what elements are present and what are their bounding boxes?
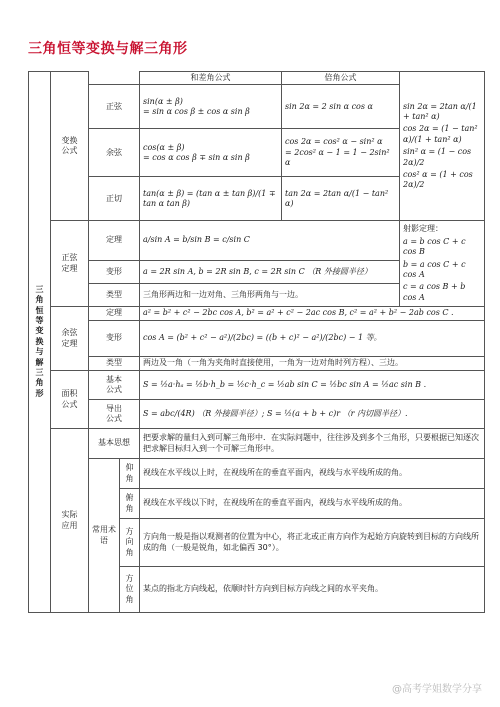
sine-double-line1: sin 2α = 2 sin α cos α: [285, 101, 373, 111]
basic-idea-text: 把要求解的量归入到可解三角形中．在实际问题中，往往涉及到多个三角形，只要根据已知逐次把求解目标归入到一个可解三角形中。: [140, 429, 485, 459]
row-sine: 正弦: [89, 85, 140, 129]
area-derived-label-2: 公式: [106, 414, 122, 424]
term-elevation-char2: 角: [125, 473, 134, 483]
side-label-char: 三: [35, 368, 44, 378]
cosine-sum-line2: = cos α cos β ∓ sin α sin β: [143, 152, 250, 162]
tangent-sum-formula: [140, 177, 282, 221]
term-bearing-name: [120, 567, 140, 613]
side-label-char: 角: [35, 378, 44, 388]
sine-law-category: [51, 221, 89, 307]
transform-category: [51, 72, 89, 221]
side-label-char: 形: [35, 388, 44, 398]
area-derived-label: [89, 400, 140, 429]
sine-law-variant: a = 2R sin A, b = 2R sin B, c = 2R sin C （R 外接圆半径）: [140, 260, 400, 283]
term-elevation-char1: 仰: [125, 463, 134, 473]
side-label-char: 解: [35, 357, 44, 367]
cosine-law-variant: cos A = (b² + c² − a²)/(2bc) = ((b + c)² − a²)/(2bc) − 1 等。: [140, 321, 485, 357]
header-sum-angle: 和差角公式: [140, 72, 282, 85]
terms-label: 常用术语: [89, 459, 120, 613]
term-direction-char2: 向: [125, 537, 134, 547]
term-elevation-text: 视线在水平线以上时，在视线所在的垂直平面内，视线与水平线所成的角。: [140, 459, 485, 489]
transform-category-line1: 变换: [61, 135, 78, 145]
cosine-law-cat-line2: 定理: [61, 338, 78, 348]
row-tangent: 正切: [89, 177, 140, 221]
side-label-char: 角: [35, 295, 44, 305]
cosine-double-formula: [282, 129, 400, 177]
projection-c: c = a cos B + b cos A: [403, 282, 466, 302]
term-depression-text: 视线在水平线以下时，在视线所在的垂直平面内，视线与水平线所成的角。: [140, 489, 485, 519]
cosine-sum-line1: cos(α ± β): [143, 142, 185, 152]
side-label-char: 三: [35, 284, 44, 294]
sine-law-variant-label: 变形: [89, 260, 140, 283]
row-cosine: 余弦: [89, 129, 140, 177]
area-basic-label-2: 公式: [106, 385, 122, 395]
side-label-char: 等: [35, 316, 44, 326]
term-bearing-text: 某点的指北方向线起，依顺时针方向到目标方向线之间的水平夹角。: [140, 567, 485, 613]
sine-law-cat-line2: 定理: [61, 263, 78, 273]
basic-idea-label: 基本思想: [89, 429, 140, 459]
area-category: [51, 371, 89, 429]
sine-sum-line2: = sin α cos β ± cos α sin β: [143, 106, 250, 116]
side-label-char: 与: [35, 347, 44, 357]
sine-law-cat-line1: 正弦: [61, 253, 78, 263]
side-formula-3: sin² α = (1 − cos 2α)/2: [403, 147, 472, 167]
formula-table: [28, 71, 485, 613]
side-formula-4: cos² α = (1 + cos 2α)/2: [403, 169, 473, 190]
transform-category-line2: 公式: [61, 146, 78, 156]
sine-sum-formula: [140, 85, 282, 129]
sine-double-formula: [282, 85, 400, 129]
term-depression-char1: 俯: [125, 493, 134, 503]
cosine-law-cat-line1: 余弦: [61, 328, 78, 338]
cosine-sum-formula: [140, 129, 282, 177]
term-elevation-name: [120, 459, 140, 489]
term-bearing-char2: 位: [125, 584, 134, 594]
term-bearing-char3: 角: [125, 594, 134, 604]
term-depression-char2: 角: [125, 503, 134, 513]
term-direction-name: [120, 519, 140, 567]
sine-law-type-label: 类型: [89, 284, 140, 307]
application-cat-line2: 应用: [61, 520, 78, 530]
page-title: 三角恒等变换与解三角形: [28, 41, 188, 57]
tangent-double-line1: tan 2α = 2tan α/(1 − tan² α): [285, 188, 389, 208]
cosine-double-line2: = 2cos² α − 1 = 1 − 2sin² α: [285, 147, 390, 168]
application-cat-line1: 实际: [61, 510, 78, 520]
side-label-char: 变: [35, 326, 44, 336]
projection-title: 射影定理：: [403, 224, 443, 234]
sine-law-type: 三角形两边和一边对角、三角形两角与一边。: [140, 284, 400, 307]
area-derived-label-1: 导出: [106, 403, 122, 413]
projection-b: b = a cos C + c cos A: [403, 259, 466, 279]
side-formula-1: sin 2α = 2tan α/(1 + tan² α): [403, 101, 477, 122]
term-direction-text: 方向角一般是指以观测者的位置为中心，将正北或正南方向作为起始方向旋转到目标的方向线所成的角（一般是锐角，如北偏西 30°）。: [140, 519, 485, 567]
projection-a: a = b cos C + c cos B: [403, 236, 466, 257]
area-cat-line2: 公式: [61, 399, 78, 409]
term-depression-name: [120, 489, 140, 519]
side-category-label: [29, 72, 51, 613]
side-label-char: 换: [35, 336, 44, 346]
header-double-angle: 倍角公式: [282, 72, 400, 85]
area-basic-formula: S = ½a·hₐ = ½b·h_b = ½c·h_c = ½ab sin C = ½bc sin A = ½ac sin B .: [140, 371, 485, 400]
cosine-law-type: 两边及一角（一角为夹角时直接使用，一角为一边对角时列方程）、三边。: [140, 357, 485, 371]
area-basic-label: [89, 371, 140, 400]
cosine-double-line1: cos 2α = cos² α − sin² α: [285, 137, 383, 147]
cosine-law-type-label: 类型: [89, 357, 140, 371]
sine-law-theorem: a/sin A = b/sin B = c/sin C: [140, 221, 400, 261]
cosine-law-category: [51, 307, 89, 371]
header-spacer: [89, 72, 140, 85]
sine-law-theorem-label: 定理: [89, 221, 140, 261]
cosine-law-theorem: a² = b² + c² − 2bc cos A, b² = a² + c² − 2ac cos B, c² = a² + b² − 2ab cos C .: [140, 307, 485, 321]
side-formula-2: cos 2α = (1 − tan² α)/(1 + tan² α): [403, 124, 478, 144]
projection-theorem: [400, 221, 485, 307]
term-direction-char3: 角: [125, 547, 134, 557]
watermark: @高考学姐数学分享: [392, 684, 482, 695]
area-cat-line1: 面积: [61, 389, 78, 399]
area-derived-formula: S = abc/(4R) （R 外接圆半径）; S = ½(a + b + c)r （r 内切圆半径）.: [140, 400, 485, 429]
sine-sum-line1: sin(α ± β): [143, 96, 183, 106]
tangent-sum-line1: tan(α ± β) = (tan α ± tan β)/(1 ∓ tan α tan β): [143, 188, 276, 208]
half-angle-formulas: [400, 72, 485, 221]
side-label-char: 恒: [35, 305, 44, 315]
term-bearing-char1: 方: [125, 574, 134, 584]
tangent-double-formula: [282, 177, 400, 221]
term-direction-char1: 方: [125, 527, 134, 537]
area-basic-label-1: 基本: [106, 374, 122, 384]
cosine-law-theorem-label: 定理: [89, 307, 140, 321]
cosine-law-variant-label: 变形: [89, 321, 140, 357]
application-category: [51, 429, 89, 613]
